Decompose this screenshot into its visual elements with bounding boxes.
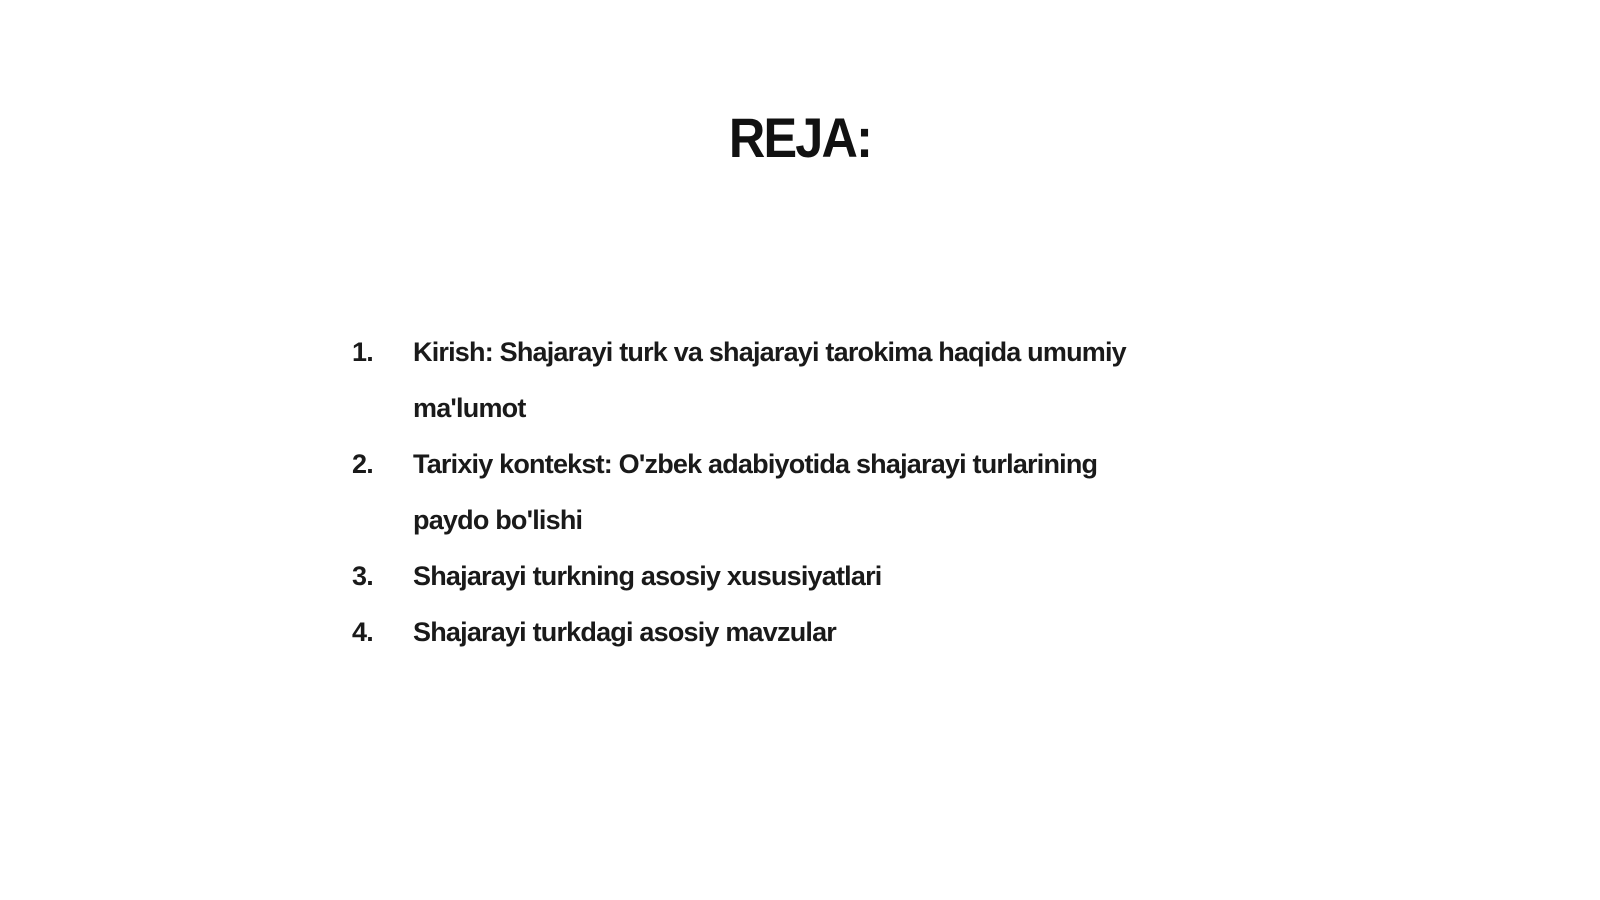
list-item-text: Shajarayi turkdagi asosiy mavzular	[413, 617, 837, 647]
list-item-text: Kirish: Shajarayi turk va shajarayi tarokima haqida umumiy ma'lumot	[413, 337, 1126, 423]
list-item	[352, 436, 1172, 548]
list-item	[352, 604, 1172, 660]
list-item-text: Shajarayi turkning asosiy xususiyatlari	[413, 561, 882, 591]
list-item-number: 4.	[352, 617, 373, 647]
plan-list	[352, 324, 1172, 660]
list-item	[352, 548, 1172, 604]
list-item-number: 3.	[352, 561, 373, 591]
list-item-number: 1.	[352, 337, 373, 367]
list-item-text: Tarixiy kontekst: O'zbek adabiyotida shajarayi turlarining paydo bo'lishi	[413, 449, 1098, 535]
list-item	[352, 324, 1172, 436]
list-item-number: 2.	[352, 449, 373, 479]
slide-title: REJA:	[728, 106, 872, 169]
